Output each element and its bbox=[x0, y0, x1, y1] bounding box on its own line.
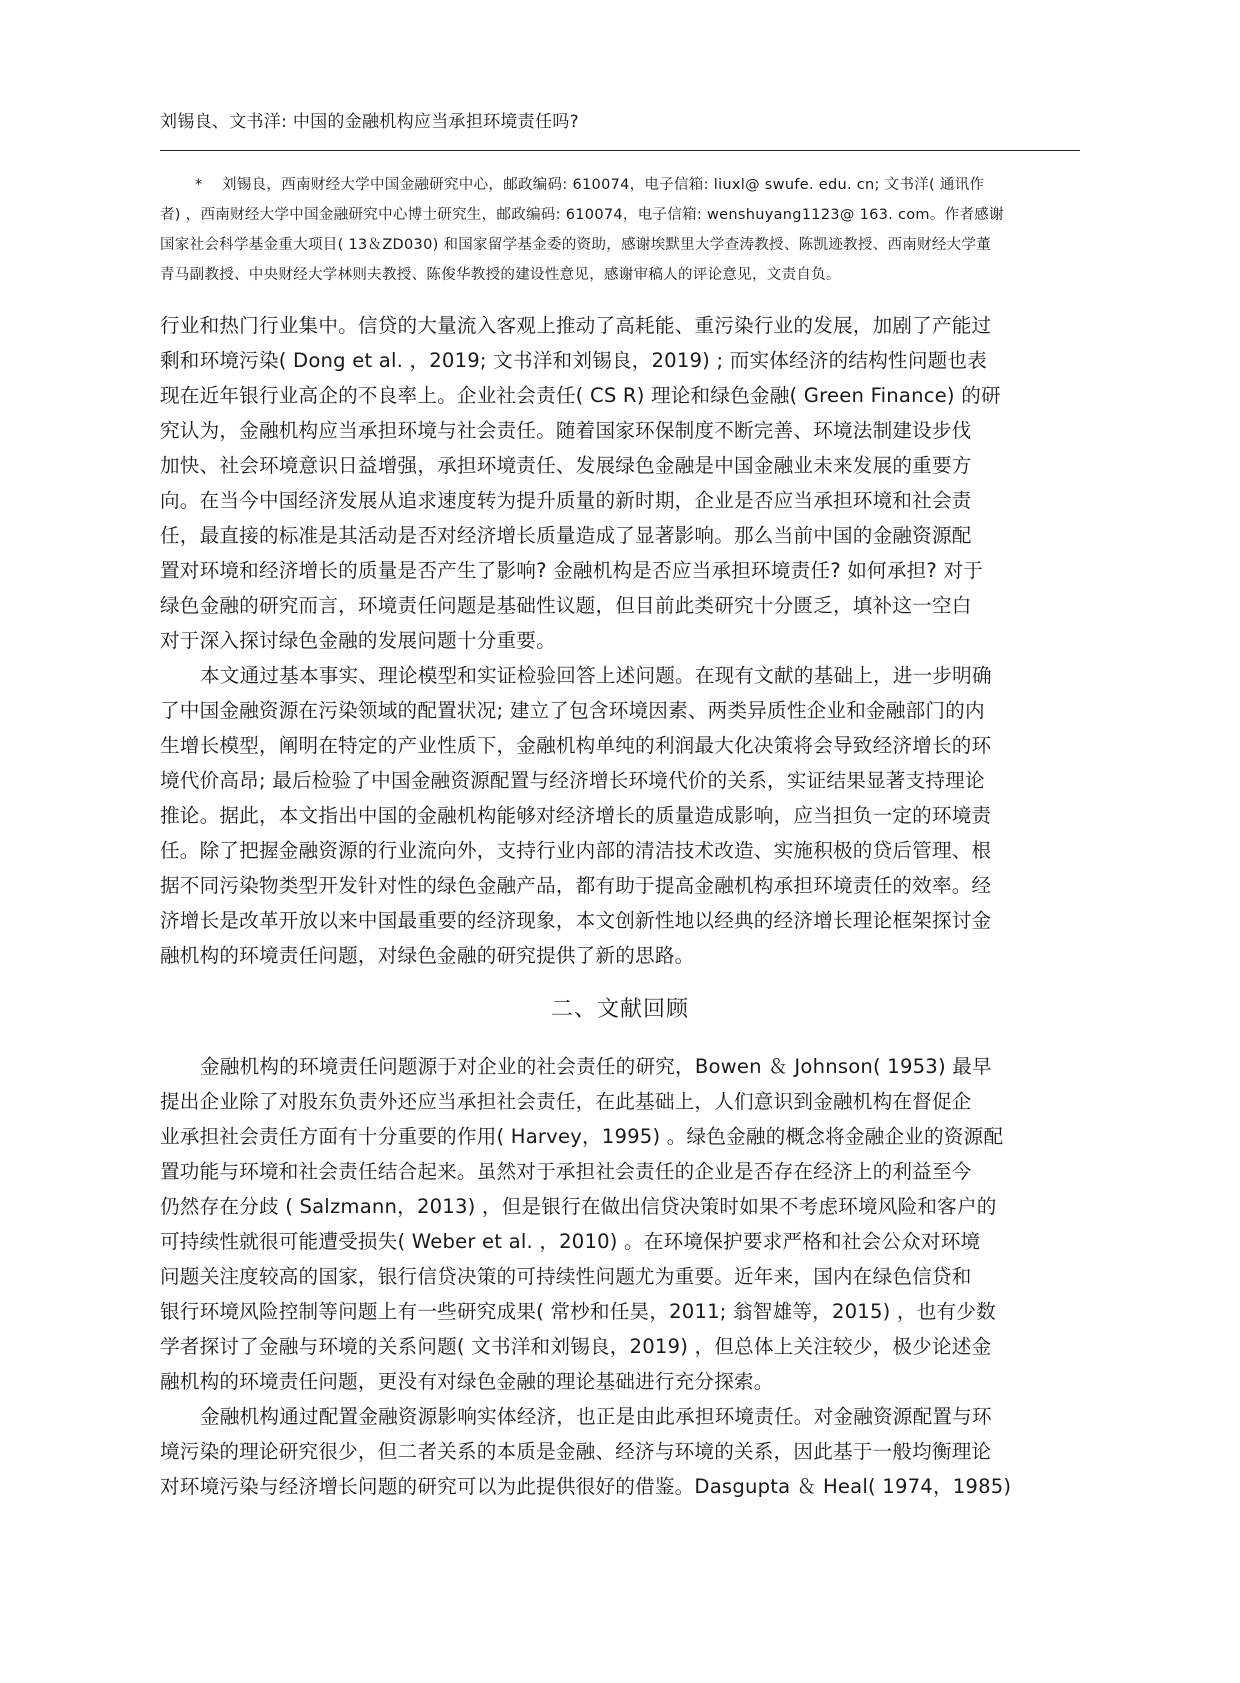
text-line: 银行环境风险控制等问题上有一些研究成果( 常杪和任昊，2011; 翁智雄等，2015) ，也有少数 bbox=[160, 1300, 996, 1323]
text-line: 据不同污染物类型开发针对性的绿色金融产品，都有助于提高金融机构承担环境责任的效率。经 bbox=[160, 874, 992, 897]
text-line: 任。除了把握金融资源的行业流向外，支持行业内部的清洁技术改造、实施积极的贷后管理、根 bbox=[160, 839, 992, 862]
paragraph bbox=[160, 1049, 1080, 1399]
text-line: 加快、社会环境意识日益增强，承担环境责任、发展绿色金融是中国金融业未来发展的重要方 bbox=[160, 454, 972, 477]
text-line: 对于深入探讨绿色金融的发展问题十分重要。 bbox=[160, 629, 556, 652]
text-line: 对环境污染与经济增长问题的研究可以为此提供很好的借鉴。Dasgupta ＆ Heal( 1974，1985) bbox=[160, 1475, 1012, 1498]
text-line: 融机构的环境责任问题，更没有对绿色金融的理论基础进行充分探索。 bbox=[160, 1370, 774, 1393]
paragraph bbox=[160, 1399, 1080, 1504]
text-line: 现在近年银行业高企的不良率上。企业社会责任( CS R) 理论和绿色金融( Green Finance) 的研 bbox=[160, 384, 1001, 407]
text-line: 置功能与环境和社会责任结合起来。虽然对于承担社会责任的企业是否存在经济上的利益至今 bbox=[160, 1160, 972, 1183]
text-line: 了中国金融资源在污染领域的配置状况; 建立了包含环境因素、两类异质性企业和金融部门的内 bbox=[160, 699, 985, 722]
text-line: 本文通过基本事实、理论模型和实证检验回答上述问题。在现有文献的基础上，进一步明确 bbox=[200, 664, 992, 687]
text-line: 金融机构的环境责任问题源于对企业的社会责任的研究，Bowen ＆ Johnson( 1953) 最早 bbox=[200, 1055, 992, 1078]
paragraph bbox=[160, 658, 1080, 973]
text-line: 问题关注度较高的国家，银行信贷决策的可持续性问题尤为重要。近年来，国内在绿色信贷和 bbox=[160, 1265, 972, 1288]
text-line: 剩和环境污染( Dong et al. ，2019; 文书洋和刘锡良，2019) ; 而实体经济的结构性问题也表 bbox=[160, 349, 987, 372]
author-footnote bbox=[160, 170, 1080, 290]
footnote-marker: * bbox=[195, 177, 203, 193]
footnote-line: 者) ，西南财经大学中国金融研究中心博士研究生，邮政编码: 610074，电子信箱: wenshuyang1123@ 163. com。作者感谢 bbox=[160, 207, 1004, 223]
footnote-line: 青马副教授、中央财经大学林则夫教授、陈俊华教授的建设性意见，感谢审稿人的评论意见，文责自负。 bbox=[160, 267, 841, 283]
text-line: 济增长是改革开放以来中国最重要的经济现象，本文创新性地以经典的经济增长理论框架探讨金 bbox=[160, 909, 992, 932]
text-line: 可持续性就很可能遭受损失( Weber et al. ，2010) 。在环境保护要求严格和社会公众对环境 bbox=[160, 1230, 981, 1253]
text-line: 金融机构通过配置金融资源影响实体经济，也正是由此承担环境责任。对金融资源配置与环 bbox=[200, 1405, 992, 1428]
text-line: 向。在当今中国经济发展从追求速度转为提升质量的新时期，企业是否应当承担环境和社会责 bbox=[160, 489, 972, 512]
text-line: 融机构的环境责任问题，对绿色金融的研究提供了新的思路。 bbox=[160, 944, 695, 967]
text-line: 境污染的理论研究很少，但二者关系的本质是金融、经济与环境的关系，因此基于一般均衡理论 bbox=[160, 1440, 992, 1463]
text-line: 行业和热门行业集中。信贷的大量流入客观上推动了高耗能、重污染行业的发展，加剧了产能过 bbox=[160, 314, 992, 337]
footnote-line: 国家社会科学基金重大项目( 13＆ZD030) 和国家留学基金委的资助，感谢埃默里大学查涛教授、陈凯迹教授、西南财经大学董 bbox=[160, 237, 992, 253]
text-line: 业承担社会责任方面有十分重要的作用( Harvey，1995) 。绿色金融的概念将金融企业的资源配 bbox=[160, 1125, 1004, 1148]
header-divider bbox=[160, 150, 1080, 151]
text-line: 境代价高昂; 最后检验了中国金融资源配置与经济增长环境代价的关系，实证结果显著支持理论 bbox=[160, 769, 985, 792]
text-line: 推论。据此，本文指出中国的金融机构能够对经济增长的质量造成影响，应当担负一定的环境责 bbox=[160, 804, 992, 827]
text-line: 仍然存在分歧 ( Salzmann，2013) ，但是银行在做出信贷决策时如果不考虑环境风险和客户的 bbox=[160, 1195, 997, 1218]
text-line: 置对环境和经济增长的质量是否产生了影响? 金融机构是否应当承担环境责任? 如何承担? 对于 bbox=[160, 559, 984, 582]
text-line: 生增长模型，阐明在特定的产业性质下，金融机构单纯的利润最大化决策将会导致经济增长的环 bbox=[160, 734, 992, 757]
running-header: 刘锡良、文书洋: 中国的金融机构应当承担环境责任吗? bbox=[160, 112, 579, 132]
text-line: 究认为，金融机构应当承担环境与社会责任。随着国家环保制度不断完善、环境法制建设步伐 bbox=[160, 419, 972, 442]
text-line: 提出企业除了对股东负责外还应当承担社会责任，在此基础上，人们意识到金融机构在督促企 bbox=[160, 1090, 972, 1113]
footnote-line: * 刘锡良，西南财经大学中国金融研究中心，邮政编码: 610074，电子信箱: liuxl@ swufe. edu. cn; 文书洋( 通讯作 bbox=[160, 170, 1080, 200]
section-heading: 二、文献回顾 bbox=[550, 997, 689, 1022]
text-line: 学者探讨了金融与环境的关系问题( 文书洋和刘锡良，2019) ，但总体上关注较少，极少论述金 bbox=[160, 1335, 992, 1358]
paragraph bbox=[160, 308, 1080, 658]
text-line: 任，最直接的标准是其活动是否对经济增长质量造成了显著影响。那么当前中国的金融资源配 bbox=[160, 524, 972, 547]
text-line: 绿色金融的研究而言，环境责任问题是基础性议题，但目前此类研究十分匮乏，填补这一空白 bbox=[160, 594, 972, 617]
body-text bbox=[160, 308, 1080, 1504]
